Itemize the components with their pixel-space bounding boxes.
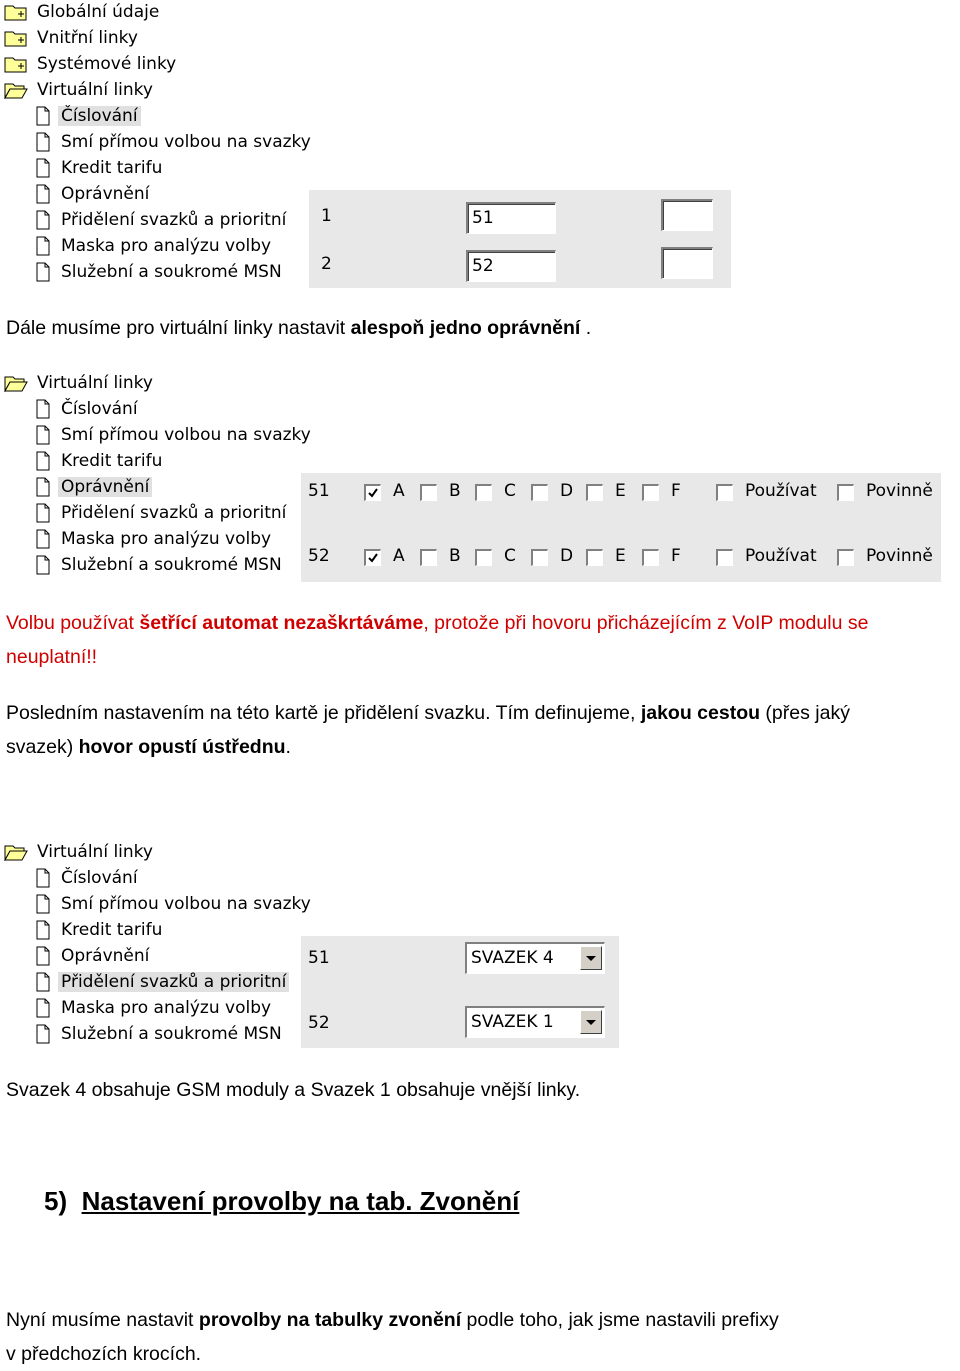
tree-label: Virtuální linky: [37, 842, 153, 862]
page-icon: [36, 451, 50, 471]
page-icon: [36, 425, 50, 445]
permission-checkbox[interactable]: [716, 549, 733, 566]
page-icon: [36, 184, 50, 204]
text: Posledním nastavením na této kartě je přidělení svazku. Tím definujeme,: [6, 702, 641, 724]
tree-node-virtualni-linky[interactable]: [4, 78, 156, 102]
tree-node-globalni-udaje[interactable]: [4, 0, 162, 24]
tree-label: Oprávnění: [58, 477, 152, 497]
tree-label: Globální údaje: [37, 2, 160, 22]
bold-text: hovor opustí ústřednu: [78, 736, 286, 758]
permissions-panel: [301, 473, 941, 582]
trunk-select[interactable]: [465, 1006, 605, 1038]
tree-node-maska[interactable]: [36, 996, 274, 1020]
tree-node-smi-primou[interactable]: [36, 892, 314, 916]
numbering-panel: [309, 190, 731, 288]
page-icon: [36, 106, 50, 126]
permission-label: Používat: [745, 546, 817, 566]
tree-node-opravneni[interactable]: [36, 944, 152, 968]
permission-label: B: [449, 546, 461, 566]
tree-label: Virtuální linky: [37, 373, 153, 393]
folder-open-icon: [4, 81, 28, 99]
tree-node-sluzebni-msn[interactable]: [36, 553, 285, 577]
tree-label: Kredit tarifu: [61, 451, 163, 471]
page-icon: [36, 920, 50, 940]
text: .: [285, 736, 291, 758]
tree-label: Smí přímou volbou na svazky: [61, 425, 311, 445]
page-icon: [36, 132, 50, 152]
row-index: 51: [308, 948, 330, 968]
tree-node-sluzebni-msn[interactable]: [36, 1022, 285, 1046]
bold-text: šetřící automat nezaškrtáváme: [139, 612, 424, 634]
page-icon: [36, 503, 50, 523]
tree-node-maska[interactable]: [36, 527, 274, 551]
permission-checkbox[interactable]: [837, 484, 854, 501]
permission-checkbox[interactable]: [364, 549, 381, 566]
text: podle toho, jak jsme nastavili prefixy: [461, 1309, 779, 1331]
folder-open-icon: [4, 843, 28, 861]
tree-node-vnitrni-linky[interactable]: [4, 26, 141, 50]
permission-label: E: [615, 481, 626, 501]
section-title: Nastavení provolby na tab. Zvonění: [81, 1186, 520, 1216]
trunk-select-value: SVAZEK 4: [471, 948, 554, 968]
tree-node-opravneni[interactable]: [36, 475, 152, 499]
tree-label: Přidělení svazků a prioritní: [58, 972, 289, 992]
paragraph-3: Svazek 4 obsahuje GSM moduly a Svazek 1 obsahuje vnější linky.: [6, 1079, 581, 1101]
bold-text: jakou cestou: [640, 702, 761, 724]
folder-closed-icon: [4, 29, 28, 47]
page-icon: [36, 529, 50, 549]
permission-checkbox[interactable]: [531, 549, 548, 566]
tree-label: Přidělení svazků a prioritní: [61, 210, 287, 230]
number-field[interactable]: 52: [466, 250, 556, 282]
row-index: 52: [308, 1013, 330, 1033]
tree-label: Služební a soukromé MSN: [61, 262, 282, 282]
page-icon: [36, 399, 50, 419]
tree-label: Služební a soukromé MSN: [61, 555, 282, 575]
permission-checkbox[interactable]: [586, 549, 603, 566]
tree-node-opravneni[interactable]: [36, 182, 152, 206]
permission-label: A: [393, 481, 405, 501]
tree-node-prideleni-svazku[interactable]: [36, 970, 289, 994]
tree-label: Smí přímou volbou na svazky: [61, 132, 311, 152]
tree-node-prideleni-svazku[interactable]: [36, 501, 289, 525]
permission-label: D: [560, 546, 574, 566]
tree-node-cislovani[interactable]: [36, 397, 141, 421]
row-index: 2: [321, 254, 332, 274]
text: svazek): [6, 736, 79, 758]
tree-label: Systémové linky: [37, 54, 177, 74]
text: neuplatní!!: [6, 646, 98, 668]
permission-checkbox[interactable]: [531, 484, 548, 501]
trunk-select[interactable]: [465, 942, 605, 974]
tree-label: Přidělení svazků a prioritní: [61, 503, 287, 523]
permission-label: F: [671, 546, 681, 566]
checkmark-icon: [367, 487, 379, 499]
permission-label: Povinně: [866, 481, 933, 501]
page-icon: [36, 210, 50, 230]
tree-label: Maska pro analýzu volby: [61, 529, 272, 549]
permission-checkbox[interactable]: [420, 484, 437, 501]
bold-text: provolby na tabulky zvonění: [198, 1309, 462, 1331]
text: (přes jaký: [760, 702, 850, 724]
tree-node-smi-primou[interactable]: [36, 423, 314, 447]
tree-label: Smí přímou volbou na svazky: [61, 894, 311, 914]
tree-node-kredit-tarifu[interactable]: [36, 918, 165, 942]
trunk-panel: [301, 936, 619, 1048]
tree-node-cislovani[interactable]: [36, 866, 141, 890]
paragraph-2: [6, 696, 850, 764]
tree-node-smi-primou[interactable]: [36, 130, 314, 154]
page-icon: [36, 236, 50, 256]
row-index: 1: [321, 206, 332, 226]
section-number: 5): [44, 1186, 68, 1216]
tree-label: Služební a soukromé MSN: [61, 1024, 282, 1044]
checkmark-icon: [367, 552, 379, 564]
tree-label: Virtuální linky: [37, 80, 153, 100]
permission-label: B: [449, 481, 461, 501]
warning-paragraph: [6, 606, 868, 674]
dropdown-arrow-icon[interactable]: [580, 946, 602, 970]
tree-label: Číslování: [61, 399, 138, 419]
tree-node-cislovani[interactable]: [36, 104, 141, 128]
text: Volbu používat: [6, 612, 140, 634]
permission-checkbox[interactable]: [420, 549, 437, 566]
tree-label: Oprávnění: [61, 946, 150, 966]
text: v předchozích krocích.: [6, 1343, 202, 1365]
page-icon: [36, 868, 50, 888]
folder-closed-icon: [4, 55, 28, 73]
tree-node-sluzebni-msn[interactable]: [36, 260, 285, 284]
number-field[interactable]: 51: [466, 202, 556, 234]
tree-node-virtualni-linky[interactable]: [4, 371, 156, 395]
folder-closed-icon: [4, 3, 28, 21]
text: Nyní musíme nastavit: [6, 1309, 199, 1331]
tree-node-kredit-tarifu[interactable]: [36, 156, 165, 180]
folder-open-icon: [4, 374, 28, 392]
tree-node-systemove-linky[interactable]: [4, 52, 179, 76]
text: , protože při hovoru přicházejícím z VoIP modulu se: [423, 612, 869, 634]
permission-label: C: [504, 546, 516, 566]
trunk-select-value: SVAZEK 1: [471, 1012, 554, 1032]
page-icon: [36, 477, 50, 497]
tree-label: Číslování: [58, 106, 141, 126]
page-icon: [36, 894, 50, 914]
permission-label: F: [671, 481, 681, 501]
tree-node-prideleni-svazku[interactable]: [36, 208, 289, 232]
page-icon: [36, 946, 50, 966]
permission-checkbox[interactable]: [475, 549, 492, 566]
tree-label: Kredit tarifu: [61, 158, 163, 178]
paragraph-4: [6, 1303, 779, 1371]
permission-checkbox[interactable]: [642, 549, 659, 566]
permission-checkbox[interactable]: [837, 549, 854, 566]
dropdown-arrow-icon[interactable]: [580, 1010, 602, 1034]
permission-checkbox[interactable]: [586, 484, 603, 501]
permission-checkbox[interactable]: [716, 484, 733, 501]
tree-label: Vnitřní linky: [37, 28, 138, 48]
page-icon: [36, 158, 50, 178]
tree-label: Číslování: [61, 868, 138, 888]
permission-checkbox[interactable]: [642, 484, 659, 501]
text: .: [580, 317, 592, 339]
permission-label: E: [615, 546, 626, 566]
page-icon: [36, 972, 50, 992]
text: Dále musíme pro virtuální linky nastavit: [6, 317, 351, 339]
tree-label: Kredit tarifu: [61, 920, 163, 940]
bold-text: alespoň jedno oprávnění: [350, 317, 581, 339]
tree-label: Oprávnění: [61, 184, 150, 204]
page-icon: [36, 998, 50, 1018]
tree-label: Maska pro analýzu volby: [61, 236, 272, 256]
permission-label: C: [504, 481, 516, 501]
permission-label: A: [393, 546, 405, 566]
tree-node-maska[interactable]: [36, 234, 274, 258]
tree-label: Maska pro analýzu volby: [61, 998, 272, 1018]
row-index: 52: [308, 546, 330, 566]
permission-label: Povinně: [866, 546, 933, 566]
paragraph-1: [6, 311, 591, 345]
section-heading: [44, 1186, 519, 1217]
tree-node-virtualni-linky[interactable]: [4, 840, 156, 864]
tree-node-kredit-tarifu[interactable]: [36, 449, 165, 473]
page-icon: [36, 1024, 50, 1044]
extra-field[interactable]: [661, 247, 713, 279]
permission-checkbox[interactable]: [475, 484, 492, 501]
extra-field[interactable]: [661, 199, 713, 231]
page-icon: [36, 262, 50, 282]
row-index: 51: [308, 481, 330, 501]
permission-checkbox[interactable]: [364, 484, 381, 501]
permission-label: D: [560, 481, 574, 501]
permission-label: Používat: [745, 481, 817, 501]
page-icon: [36, 555, 50, 575]
